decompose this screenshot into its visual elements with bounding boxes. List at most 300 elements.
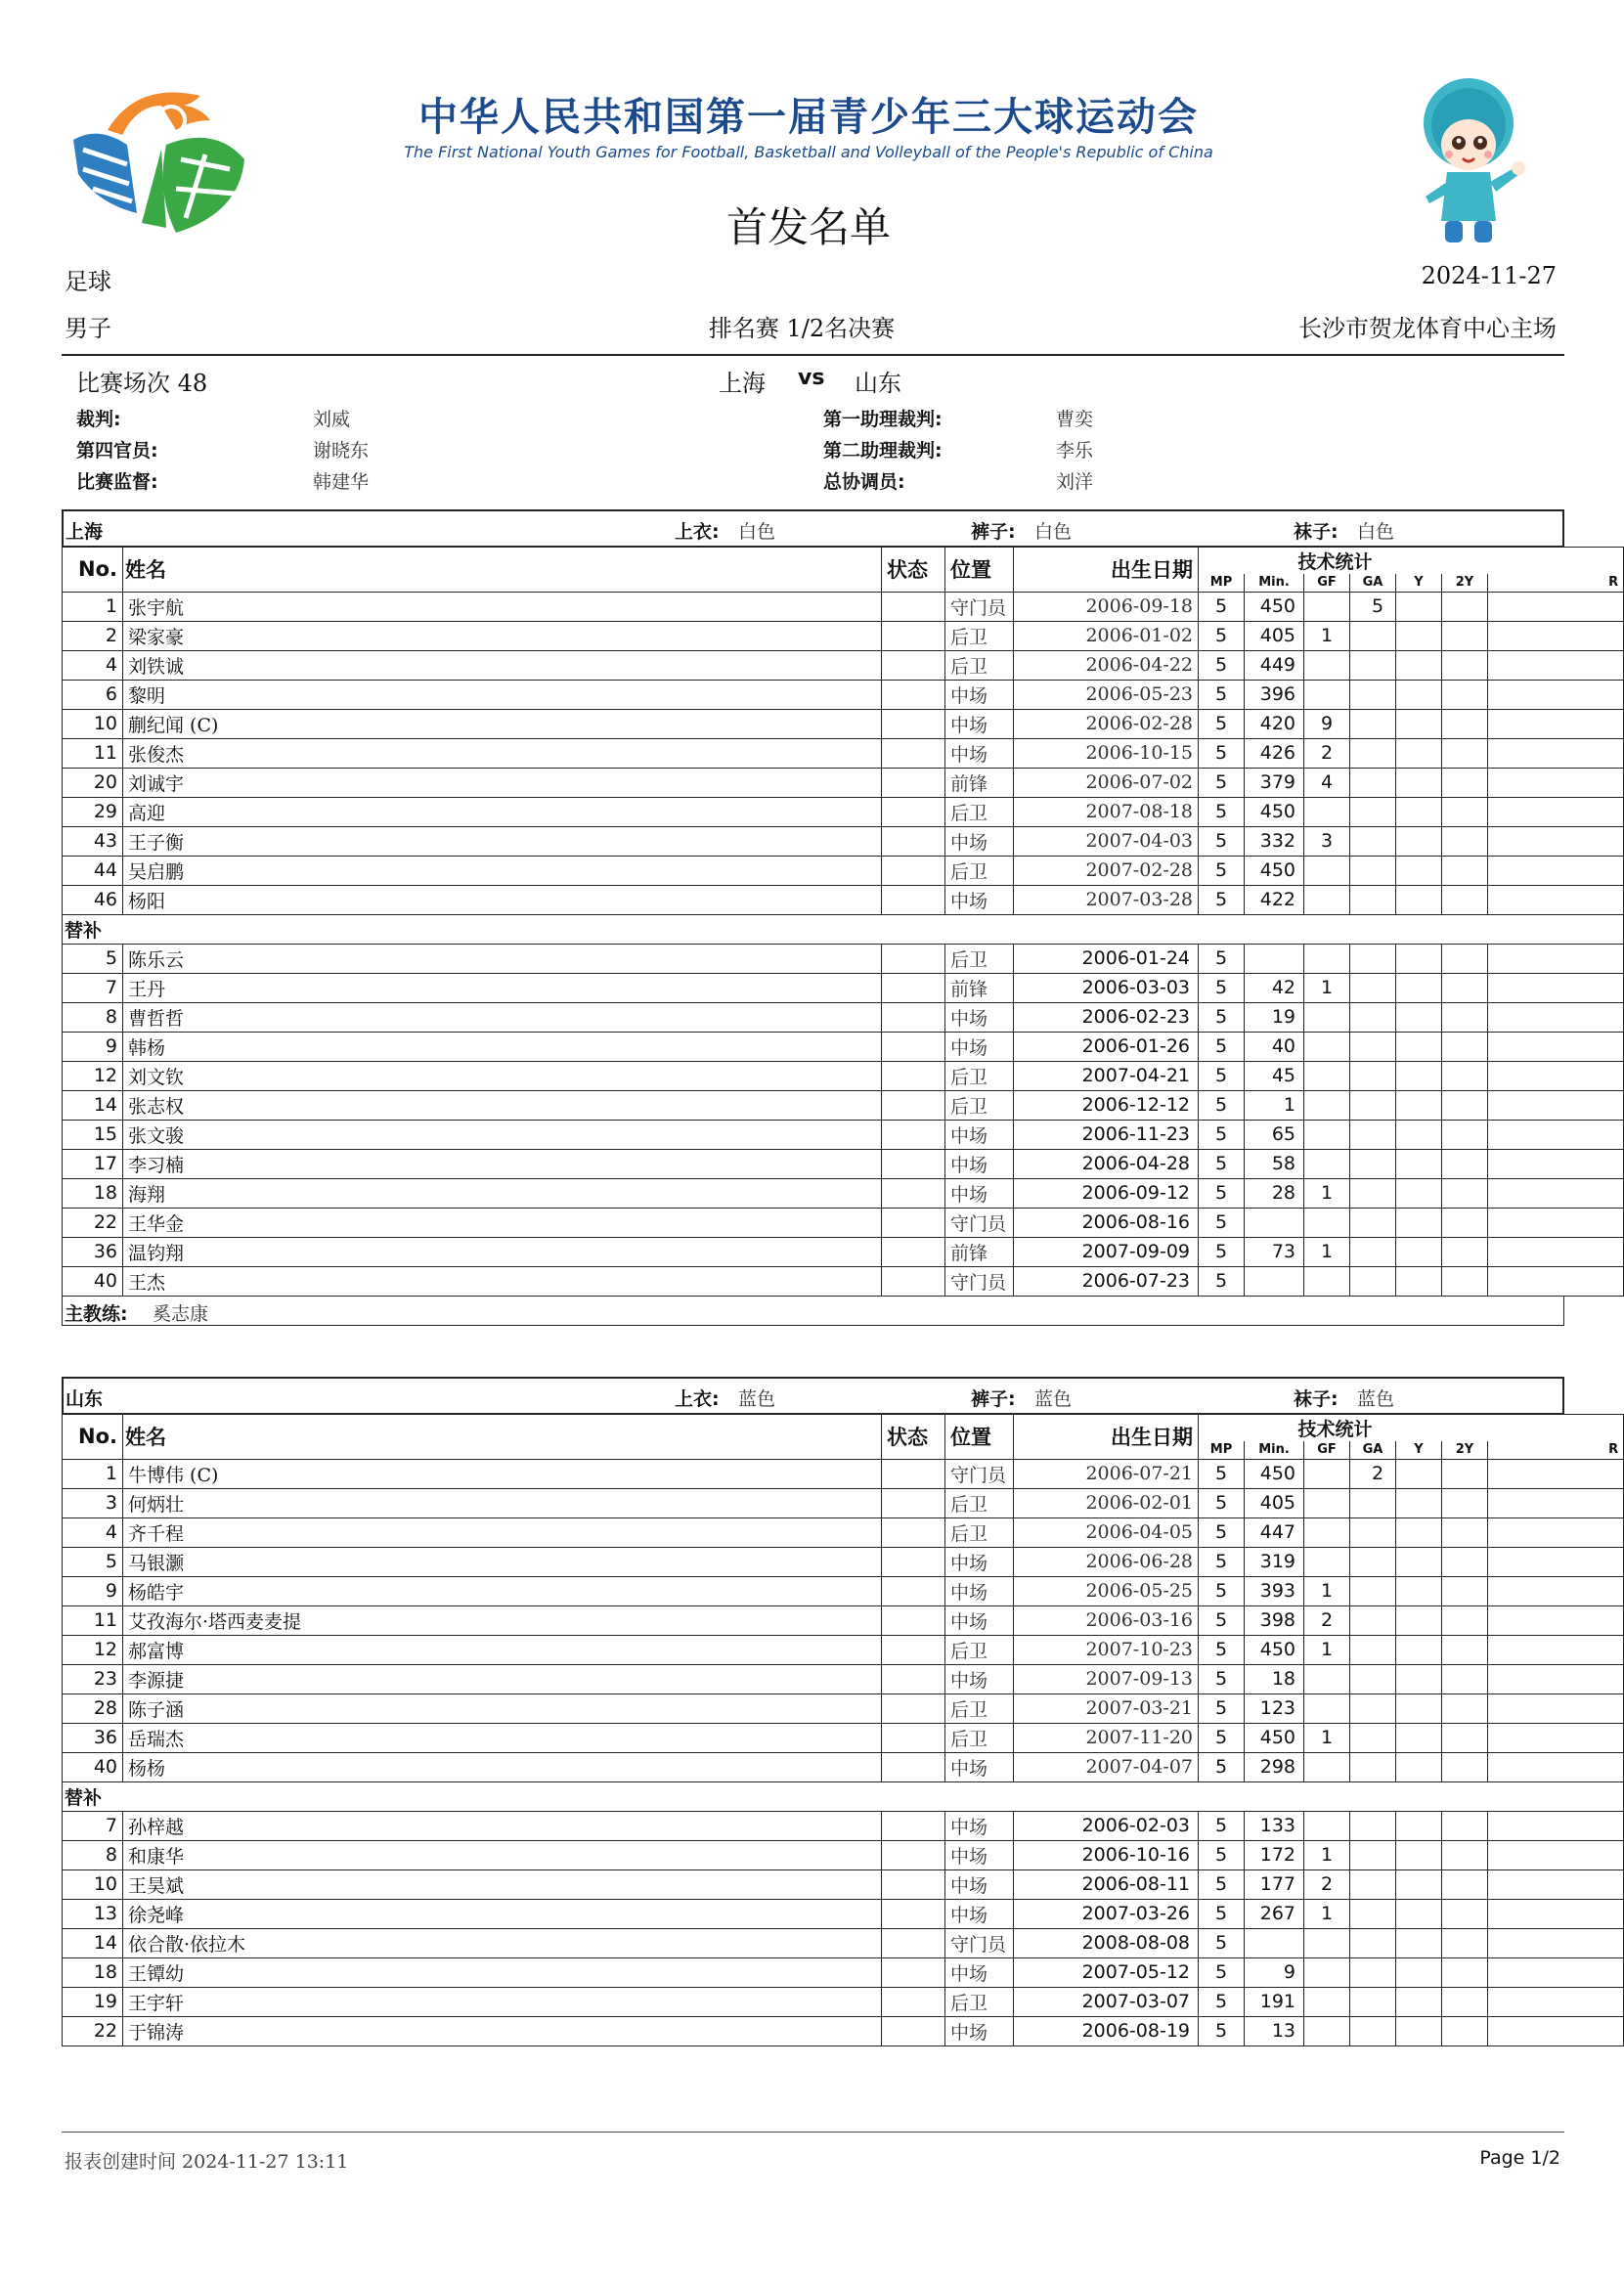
player-number: 9 <box>63 1576 123 1605</box>
stat-mp: 5 <box>1199 826 1245 856</box>
player-position: 后卫 <box>945 1061 1014 1090</box>
player-name: 牛博伟 (C) <box>123 1459 882 1488</box>
stat-col-header: MP <box>1199 1441 1245 1459</box>
stat-min: 450 <box>1245 797 1304 826</box>
player-name: 王杰 <box>123 1266 882 1296</box>
stat-2y <box>1442 1576 1488 1605</box>
stat-gf <box>1304 1061 1350 1090</box>
player-status <box>882 1061 945 1090</box>
player-number: 7 <box>63 1811 123 1840</box>
stat-2y <box>1442 944 1488 973</box>
stat-ga <box>1350 1266 1396 1296</box>
stat-col-header: Min. <box>1245 1441 1304 1459</box>
player-dob: 2006-01-24 <box>1014 944 1199 973</box>
stat-y <box>1396 621 1442 650</box>
player-dob: 2006-08-11 <box>1014 1869 1199 1899</box>
stat-y <box>1396 1032 1442 1061</box>
player-number: 12 <box>63 1635 123 1664</box>
player-row <box>63 1517 1624 1547</box>
player-status <box>882 1723 945 1752</box>
player-row <box>63 1869 1624 1899</box>
player-number: 8 <box>63 1002 123 1032</box>
stat-r <box>1488 944 1624 973</box>
stat-ga <box>1350 1605 1396 1635</box>
stat-r <box>1488 1576 1624 1605</box>
col-header-name: 姓名 <box>123 1415 882 1460</box>
stat-ga <box>1350 826 1396 856</box>
stat-r <box>1488 1517 1624 1547</box>
stat-mp: 5 <box>1199 1459 1245 1488</box>
stat-r <box>1488 1752 1624 1781</box>
player-position: 中场 <box>945 1149 1014 1178</box>
subs-section-row <box>63 1781 1624 1811</box>
stat-2y <box>1442 1752 1488 1781</box>
stat-col-header: Y <box>1396 574 1442 592</box>
stat-2y <box>1442 1693 1488 1723</box>
player-status <box>882 1208 945 1237</box>
stat-mp: 5 <box>1199 1869 1245 1899</box>
player-row <box>63 1547 1624 1576</box>
header-divider <box>62 354 1564 356</box>
player-dob: 2007-02-28 <box>1014 856 1199 885</box>
stat-ga <box>1350 885 1396 914</box>
stat-ga <box>1350 650 1396 680</box>
stat-min <box>1245 944 1304 973</box>
player-dob: 2007-10-23 <box>1014 1635 1199 1664</box>
player-name: 何炳壮 <box>123 1488 882 1517</box>
stat-min: 450 <box>1245 856 1304 885</box>
stat-mp: 5 <box>1199 1517 1245 1547</box>
stat-r <box>1488 1208 1624 1237</box>
player-position: 后卫 <box>945 1517 1014 1547</box>
stat-y <box>1396 1693 1442 1723</box>
player-status <box>882 885 945 914</box>
player-dob: 2006-09-18 <box>1014 592 1199 621</box>
stat-gf <box>1304 1928 1350 1957</box>
player-status <box>882 1002 945 1032</box>
player-position: 中场 <box>945 1899 1014 1928</box>
stat-r <box>1488 1061 1624 1090</box>
stat-r <box>1488 650 1624 680</box>
official-label: 总协调员: <box>823 471 905 493</box>
stat-y <box>1396 1635 1442 1664</box>
shirt-color: 白色 <box>738 521 776 543</box>
stat-gf <box>1304 1208 1350 1237</box>
stat-min: 420 <box>1245 709 1304 738</box>
stat-2y <box>1442 1061 1488 1090</box>
player-row <box>63 1811 1624 1840</box>
stat-ga <box>1350 1635 1396 1664</box>
stat-r <box>1488 885 1624 914</box>
col-header-no: No. <box>63 548 123 593</box>
player-row <box>63 1090 1624 1120</box>
player-number: 19 <box>63 1987 123 2016</box>
stat-y <box>1396 1266 1442 1296</box>
stat-y <box>1396 1237 1442 1266</box>
player-status <box>882 973 945 1002</box>
player-name: 陈子涵 <box>123 1693 882 1723</box>
stat-r <box>1488 1488 1624 1517</box>
page-number: Page 1/2 <box>1479 2147 1560 2169</box>
stat-gf <box>1304 1266 1350 1296</box>
player-name: 马银灏 <box>123 1547 882 1576</box>
player-position: 前锋 <box>945 1237 1014 1266</box>
player-name: 张俊杰 <box>123 738 882 768</box>
stat-ga <box>1350 738 1396 768</box>
shorts-label: 裤子: <box>971 521 1016 543</box>
player-row <box>63 1664 1624 1693</box>
player-position: 中场 <box>945 1957 1014 1987</box>
stat-min: 267 <box>1245 1899 1304 1928</box>
stat-mp: 5 <box>1199 709 1245 738</box>
stat-ga <box>1350 1149 1396 1178</box>
player-row <box>63 1928 1624 1957</box>
player-name: 依合散·依拉木 <box>123 1928 882 1957</box>
player-position: 守门员 <box>945 1208 1014 1237</box>
player-row <box>63 592 1624 621</box>
stat-ga <box>1350 1664 1396 1693</box>
player-number: 15 <box>63 1120 123 1149</box>
stat-min: 332 <box>1245 826 1304 856</box>
player-name: 陈乐云 <box>123 944 882 973</box>
col-header-no: No. <box>63 1415 123 1460</box>
event-title: 中华人民共和国第一届青少年三大球运动会 <box>418 95 1199 140</box>
player-status <box>882 1928 945 1957</box>
player-name: 温钧翔 <box>123 1237 882 1266</box>
stat-col-header: MP <box>1199 574 1245 592</box>
stat-min: 449 <box>1245 650 1304 680</box>
stat-y <box>1396 944 1442 973</box>
stat-mp: 5 <box>1199 1811 1245 1840</box>
stat-min: 379 <box>1245 768 1304 797</box>
stat-r <box>1488 1090 1624 1120</box>
shirt-color: 蓝色 <box>738 1388 776 1410</box>
stat-gf: 9 <box>1304 709 1350 738</box>
player-status <box>882 797 945 826</box>
stat-ga <box>1350 709 1396 738</box>
player-number: 10 <box>63 1869 123 1899</box>
player-dob: 2007-09-09 <box>1014 1237 1199 1266</box>
player-row <box>63 1149 1624 1178</box>
player-number: 1 <box>63 592 123 621</box>
stat-r <box>1488 1723 1624 1752</box>
stat-y <box>1396 1664 1442 1693</box>
stat-gf <box>1304 1547 1350 1576</box>
socks-color: 白色 <box>1357 521 1395 543</box>
stat-y <box>1396 1149 1442 1178</box>
player-number: 2 <box>63 621 123 650</box>
col-header-dob: 出生日期 <box>1014 548 1199 593</box>
stat-mp: 5 <box>1199 856 1245 885</box>
player-status <box>882 1576 945 1605</box>
player-name: 刘诚宇 <box>123 768 882 797</box>
player-name: 齐千程 <box>123 1517 882 1547</box>
player-row <box>63 1488 1624 1517</box>
player-status <box>882 1547 945 1576</box>
player-row <box>63 1693 1624 1723</box>
player-dob: 2007-03-07 <box>1014 1987 1199 2016</box>
player-row <box>63 2016 1624 2045</box>
stat-gf <box>1304 1459 1350 1488</box>
player-number: 4 <box>63 1517 123 1547</box>
stat-gf <box>1304 1811 1350 1840</box>
player-number: 11 <box>63 1605 123 1635</box>
stat-2y <box>1442 1987 1488 2016</box>
stat-gf: 1 <box>1304 1576 1350 1605</box>
stat-r <box>1488 1635 1624 1664</box>
stat-mp: 5 <box>1199 1723 1245 1752</box>
player-position: 中场 <box>945 1547 1014 1576</box>
stat-min: 40 <box>1245 1032 1304 1061</box>
player-number: 36 <box>63 1723 123 1752</box>
player-name: 和康华 <box>123 1840 882 1869</box>
player-row <box>63 1002 1624 1032</box>
stat-ga <box>1350 1547 1396 1576</box>
player-status <box>882 1635 945 1664</box>
player-status <box>882 1987 945 2016</box>
stat-2y <box>1442 1459 1488 1488</box>
stat-gf <box>1304 797 1350 826</box>
player-row <box>63 797 1624 826</box>
player-dob: 2006-04-28 <box>1014 1149 1199 1178</box>
official-name: 韩建华 <box>313 471 370 493</box>
col-header-tech-stats: 技术统计 <box>1199 1415 1624 1442</box>
player-status <box>882 1899 945 1928</box>
player-row <box>63 680 1624 709</box>
stat-r <box>1488 1120 1624 1149</box>
player-row <box>63 1840 1624 1869</box>
stat-y <box>1396 1899 1442 1928</box>
player-dob: 2006-07-23 <box>1014 1266 1199 1296</box>
player-dob: 2007-05-12 <box>1014 1957 1199 1987</box>
stat-ga <box>1350 1208 1396 1237</box>
player-status <box>882 1090 945 1120</box>
stat-ga: 5 <box>1350 592 1396 621</box>
player-name: 杨皓宇 <box>123 1576 882 1605</box>
player-row <box>63 1459 1624 1488</box>
stat-mp: 5 <box>1199 1957 1245 1987</box>
player-position: 中场 <box>945 680 1014 709</box>
player-dob: 2006-05-25 <box>1014 1576 1199 1605</box>
player-dob: 2007-08-18 <box>1014 797 1199 826</box>
stat-min: 450 <box>1245 1635 1304 1664</box>
player-status <box>882 1869 945 1899</box>
stat-min: 172 <box>1245 1840 1304 1869</box>
player-status <box>882 592 945 621</box>
head-coach-row <box>62 1297 1564 1326</box>
player-number: 46 <box>63 885 123 914</box>
subs-label: 替补 <box>63 914 1624 944</box>
player-number: 4 <box>63 650 123 680</box>
player-dob: 2006-02-01 <box>1014 1488 1199 1517</box>
player-number: 14 <box>63 1928 123 1957</box>
stat-ga <box>1350 680 1396 709</box>
stat-r <box>1488 680 1624 709</box>
stat-min: 450 <box>1245 1723 1304 1752</box>
stat-r <box>1488 1459 1624 1488</box>
stat-2y <box>1442 1120 1488 1149</box>
stat-r <box>1488 1664 1624 1693</box>
player-number: 13 <box>63 1899 123 1928</box>
stat-mp: 5 <box>1199 1664 1245 1693</box>
player-dob: 2006-01-02 <box>1014 621 1199 650</box>
player-status <box>882 944 945 973</box>
player-name: 王昊斌 <box>123 1869 882 1899</box>
roster-table <box>62 1414 1624 2046</box>
player-position: 后卫 <box>945 1635 1014 1664</box>
stat-2y <box>1442 1178 1488 1208</box>
stat-y <box>1396 826 1442 856</box>
stat-gf <box>1304 1664 1350 1693</box>
player-number: 29 <box>63 797 123 826</box>
vs-label: vs <box>798 366 825 390</box>
player-number: 5 <box>63 944 123 973</box>
stat-y <box>1396 1178 1442 1208</box>
player-status <box>882 650 945 680</box>
player-row <box>63 1120 1624 1149</box>
stat-r <box>1488 1178 1624 1208</box>
player-position: 中场 <box>945 1605 1014 1635</box>
stat-gf <box>1304 1693 1350 1723</box>
stat-y <box>1396 1987 1442 2016</box>
stat-col-header: R <box>1488 1441 1624 1459</box>
player-position: 中场 <box>945 709 1014 738</box>
player-name: 刘铁诚 <box>123 650 882 680</box>
player-number: 20 <box>63 768 123 797</box>
event-subtitle: The First National Youth Games for Football, Basketball and Volleyball of the People's Republic of China <box>404 143 1213 161</box>
player-position: 后卫 <box>945 1488 1014 1517</box>
player-number: 7 <box>63 973 123 1002</box>
player-row <box>63 1723 1624 1752</box>
player-number: 22 <box>63 1208 123 1237</box>
player-name: 徐尧峰 <box>123 1899 882 1928</box>
player-name: 海翔 <box>123 1178 882 1208</box>
stat-min: 58 <box>1245 1149 1304 1178</box>
stat-2y <box>1442 1149 1488 1178</box>
official-label: 比赛监督: <box>76 471 158 493</box>
stat-y <box>1396 797 1442 826</box>
player-position: 守门员 <box>945 1459 1014 1488</box>
player-dob: 2007-03-21 <box>1014 1693 1199 1723</box>
stat-ga <box>1350 768 1396 797</box>
player-row <box>63 1957 1624 1987</box>
stat-2y <box>1442 826 1488 856</box>
stat-min: 19 <box>1245 1002 1304 1032</box>
player-dob: 2006-08-19 <box>1014 2016 1199 2045</box>
stat-2y <box>1442 1488 1488 1517</box>
player-position: 后卫 <box>945 944 1014 973</box>
stat-ga <box>1350 1576 1396 1605</box>
stat-mp: 5 <box>1199 885 1245 914</box>
stat-ga <box>1350 2016 1396 2045</box>
stat-2y <box>1442 1605 1488 1635</box>
player-number: 12 <box>63 1061 123 1090</box>
player-row <box>63 1178 1624 1208</box>
player-status <box>882 1178 945 1208</box>
player-position: 中场 <box>945 1811 1014 1840</box>
stat-mp: 5 <box>1199 1605 1245 1635</box>
player-position: 前锋 <box>945 973 1014 1002</box>
stat-y <box>1396 650 1442 680</box>
player-dob: 2006-02-03 <box>1014 1811 1199 1840</box>
stat-2y <box>1442 1723 1488 1752</box>
head-coach-name: 奚志康 <box>153 1302 209 1325</box>
stat-min: 191 <box>1245 1987 1304 2016</box>
stat-gf: 1 <box>1304 1178 1350 1208</box>
stat-mp: 5 <box>1199 1928 1245 1957</box>
stat-ga <box>1350 1693 1396 1723</box>
player-status <box>882 1752 945 1781</box>
stat-r <box>1488 1987 1624 2016</box>
player-position: 中场 <box>945 1002 1014 1032</box>
player-row <box>63 973 1624 1002</box>
player-status <box>882 1957 945 1987</box>
stat-ga <box>1350 1899 1396 1928</box>
official-label: 第二助理裁判: <box>823 440 943 462</box>
stat-min: 177 <box>1245 1869 1304 1899</box>
stat-mp: 5 <box>1199 1237 1245 1266</box>
stat-2y <box>1442 856 1488 885</box>
stat-gf <box>1304 1517 1350 1547</box>
stat-2y <box>1442 1635 1488 1664</box>
col-header-position: 位置 <box>945 1415 1014 1460</box>
player-row <box>63 1266 1624 1296</box>
player-dob: 2006-05-23 <box>1014 680 1199 709</box>
stat-min: 1 <box>1245 1090 1304 1120</box>
player-number: 18 <box>63 1178 123 1208</box>
player-status <box>882 680 945 709</box>
stat-mp: 5 <box>1199 1120 1245 1149</box>
shorts-label: 裤子: <box>971 1388 1016 1410</box>
player-row <box>63 1752 1624 1781</box>
table-header-row <box>63 1415 1624 1442</box>
player-dob: 2007-04-07 <box>1014 1752 1199 1781</box>
player-row <box>63 709 1624 738</box>
player-row <box>63 1208 1624 1237</box>
player-name: 黎明 <box>123 680 882 709</box>
official-label: 第四官员: <box>76 440 158 462</box>
stat-mp: 5 <box>1199 650 1245 680</box>
player-dob: 2006-04-05 <box>1014 1517 1199 1547</box>
player-position: 中场 <box>945 2016 1014 2045</box>
player-position: 守门员 <box>945 592 1014 621</box>
stat-y <box>1396 1723 1442 1752</box>
player-position: 后卫 <box>945 621 1014 650</box>
player-name: 艾孜海尔·塔西麦麦提 <box>123 1605 882 1635</box>
stat-r <box>1488 797 1624 826</box>
player-status <box>882 1664 945 1693</box>
stat-min: 28 <box>1245 1178 1304 1208</box>
stat-y <box>1396 1928 1442 1957</box>
stat-mp: 5 <box>1199 1002 1245 1032</box>
stat-gf <box>1304 2016 1350 2045</box>
official-name: 刘威 <box>313 409 351 430</box>
socks-label: 袜子: <box>1294 521 1339 543</box>
stat-2y <box>1442 1090 1488 1120</box>
stat-gf: 4 <box>1304 768 1350 797</box>
player-number: 14 <box>63 1090 123 1120</box>
stat-2y <box>1442 738 1488 768</box>
player-position: 中场 <box>945 1032 1014 1061</box>
player-name: 杨杨 <box>123 1752 882 1781</box>
player-name: 张宇航 <box>123 592 882 621</box>
player-position: 后卫 <box>945 797 1014 826</box>
stat-y <box>1396 1869 1442 1899</box>
stat-y <box>1396 1840 1442 1869</box>
stat-r <box>1488 1899 1624 1928</box>
player-position: 后卫 <box>945 1090 1014 1120</box>
stat-2y <box>1442 1840 1488 1869</box>
